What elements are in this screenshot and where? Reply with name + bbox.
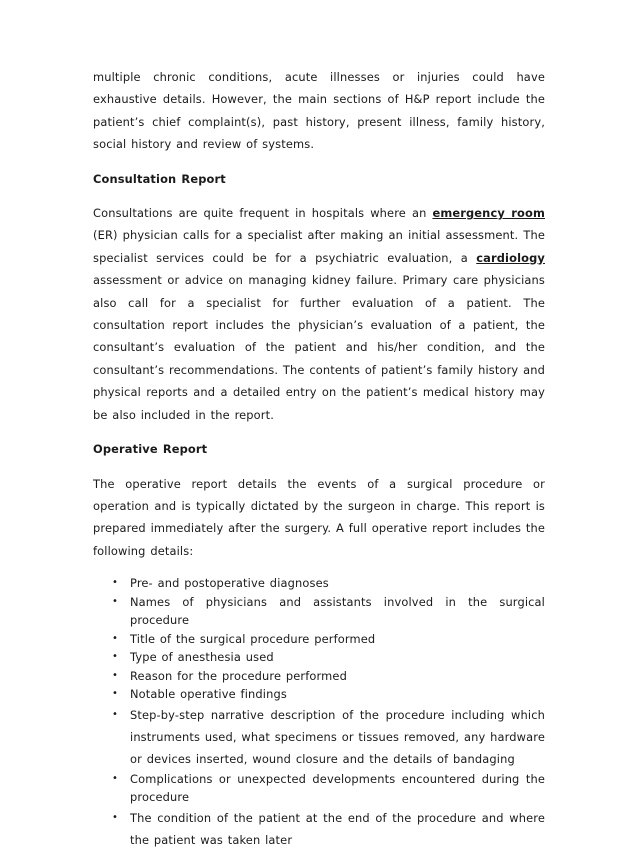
bullet-icon: • [112, 651, 119, 663]
list-item [93, 630, 545, 649]
list-item [93, 667, 545, 686]
list-item-text: Complications or unexpected developments encountered during the procedure [130, 771, 545, 805]
list-item [93, 807, 545, 851]
intro-paragraph: multiple chronic conditions, acute illnesses or injuries could have exhaustive details. However, the main sections of H&P report include the patient’s chief complaint(s), past history, present illness, family history, social history and review of systems. [93, 70, 545, 152]
bullet-icon: • [112, 595, 119, 607]
list-item-text: Reason for the procedure performed [130, 668, 347, 683]
list-item [93, 685, 545, 704]
list-item-text: Pre- and postoperative diagnoses [130, 576, 329, 591]
cardiology-link[interactable]: cardiology [476, 250, 545, 265]
bullet-icon: • [112, 669, 119, 681]
list-item-text: Step-by-step narrative description of the procedure including which instruments used, what specimens or tissues removed, any hardware or devices inserted, wound closure and the details of bandaging [130, 707, 545, 766]
list-item [93, 574, 545, 593]
consultation-text-part-2: (ER) physician calls for a specialist after making an initial assessment. The specialist services could be for a psychiatric evaluation, a [93, 228, 545, 265]
operative-paragraph: The operative report details the events of a surgical procedure or operation and is typically dictated by the surgeon in charge. This report is prepared immediately after the surgery. A full operative report includes the following details: [93, 476, 545, 558]
bullet-icon: • [112, 772, 119, 784]
operative-details-list [93, 574, 545, 851]
bullet-icon: • [112, 708, 119, 720]
consultation-paragraph [93, 202, 545, 426]
operative-heading: Operative Report [93, 442, 208, 457]
list-item [93, 648, 545, 667]
emergency-room-link[interactable]: emergency room [432, 206, 546, 221]
consultation-heading: Consultation Report [93, 171, 226, 186]
list-item-text: Type of anesthesia used [130, 650, 274, 665]
consultation-text-part-3: assessment or advice on managing kidney failure. Primary care physicians also call for a specialist for further evaluation of a patient. The consultation report includes the physician’s evaluation of a patient, the consultant’s evaluation of the patient and his/her condition, and the consultant’s recommendations. The contents of patient’s family history and physical reports and a detailed entry on the patient’s medical history may be also included in the report. [93, 273, 545, 422]
document-page [93, 66, 545, 851]
consultation-text-part-1: Consultations are quite frequent in hospitals where an [93, 206, 433, 221]
bullet-icon: • [112, 632, 119, 644]
bullet-icon: • [112, 577, 119, 589]
list-item [93, 704, 545, 770]
list-item-text: The condition of the patient at the end of the procedure and where the patient was taken later [130, 810, 545, 847]
bullet-icon: • [112, 811, 119, 823]
list-item-text: Names of physicians and assistants involved in the surgical procedure [130, 594, 545, 628]
bullet-icon: • [112, 688, 119, 700]
list-item-text: Title of the surgical procedure performed [130, 631, 376, 646]
list-item [93, 593, 545, 630]
list-item [93, 770, 545, 807]
list-item-text: Notable operative findings [130, 687, 287, 702]
